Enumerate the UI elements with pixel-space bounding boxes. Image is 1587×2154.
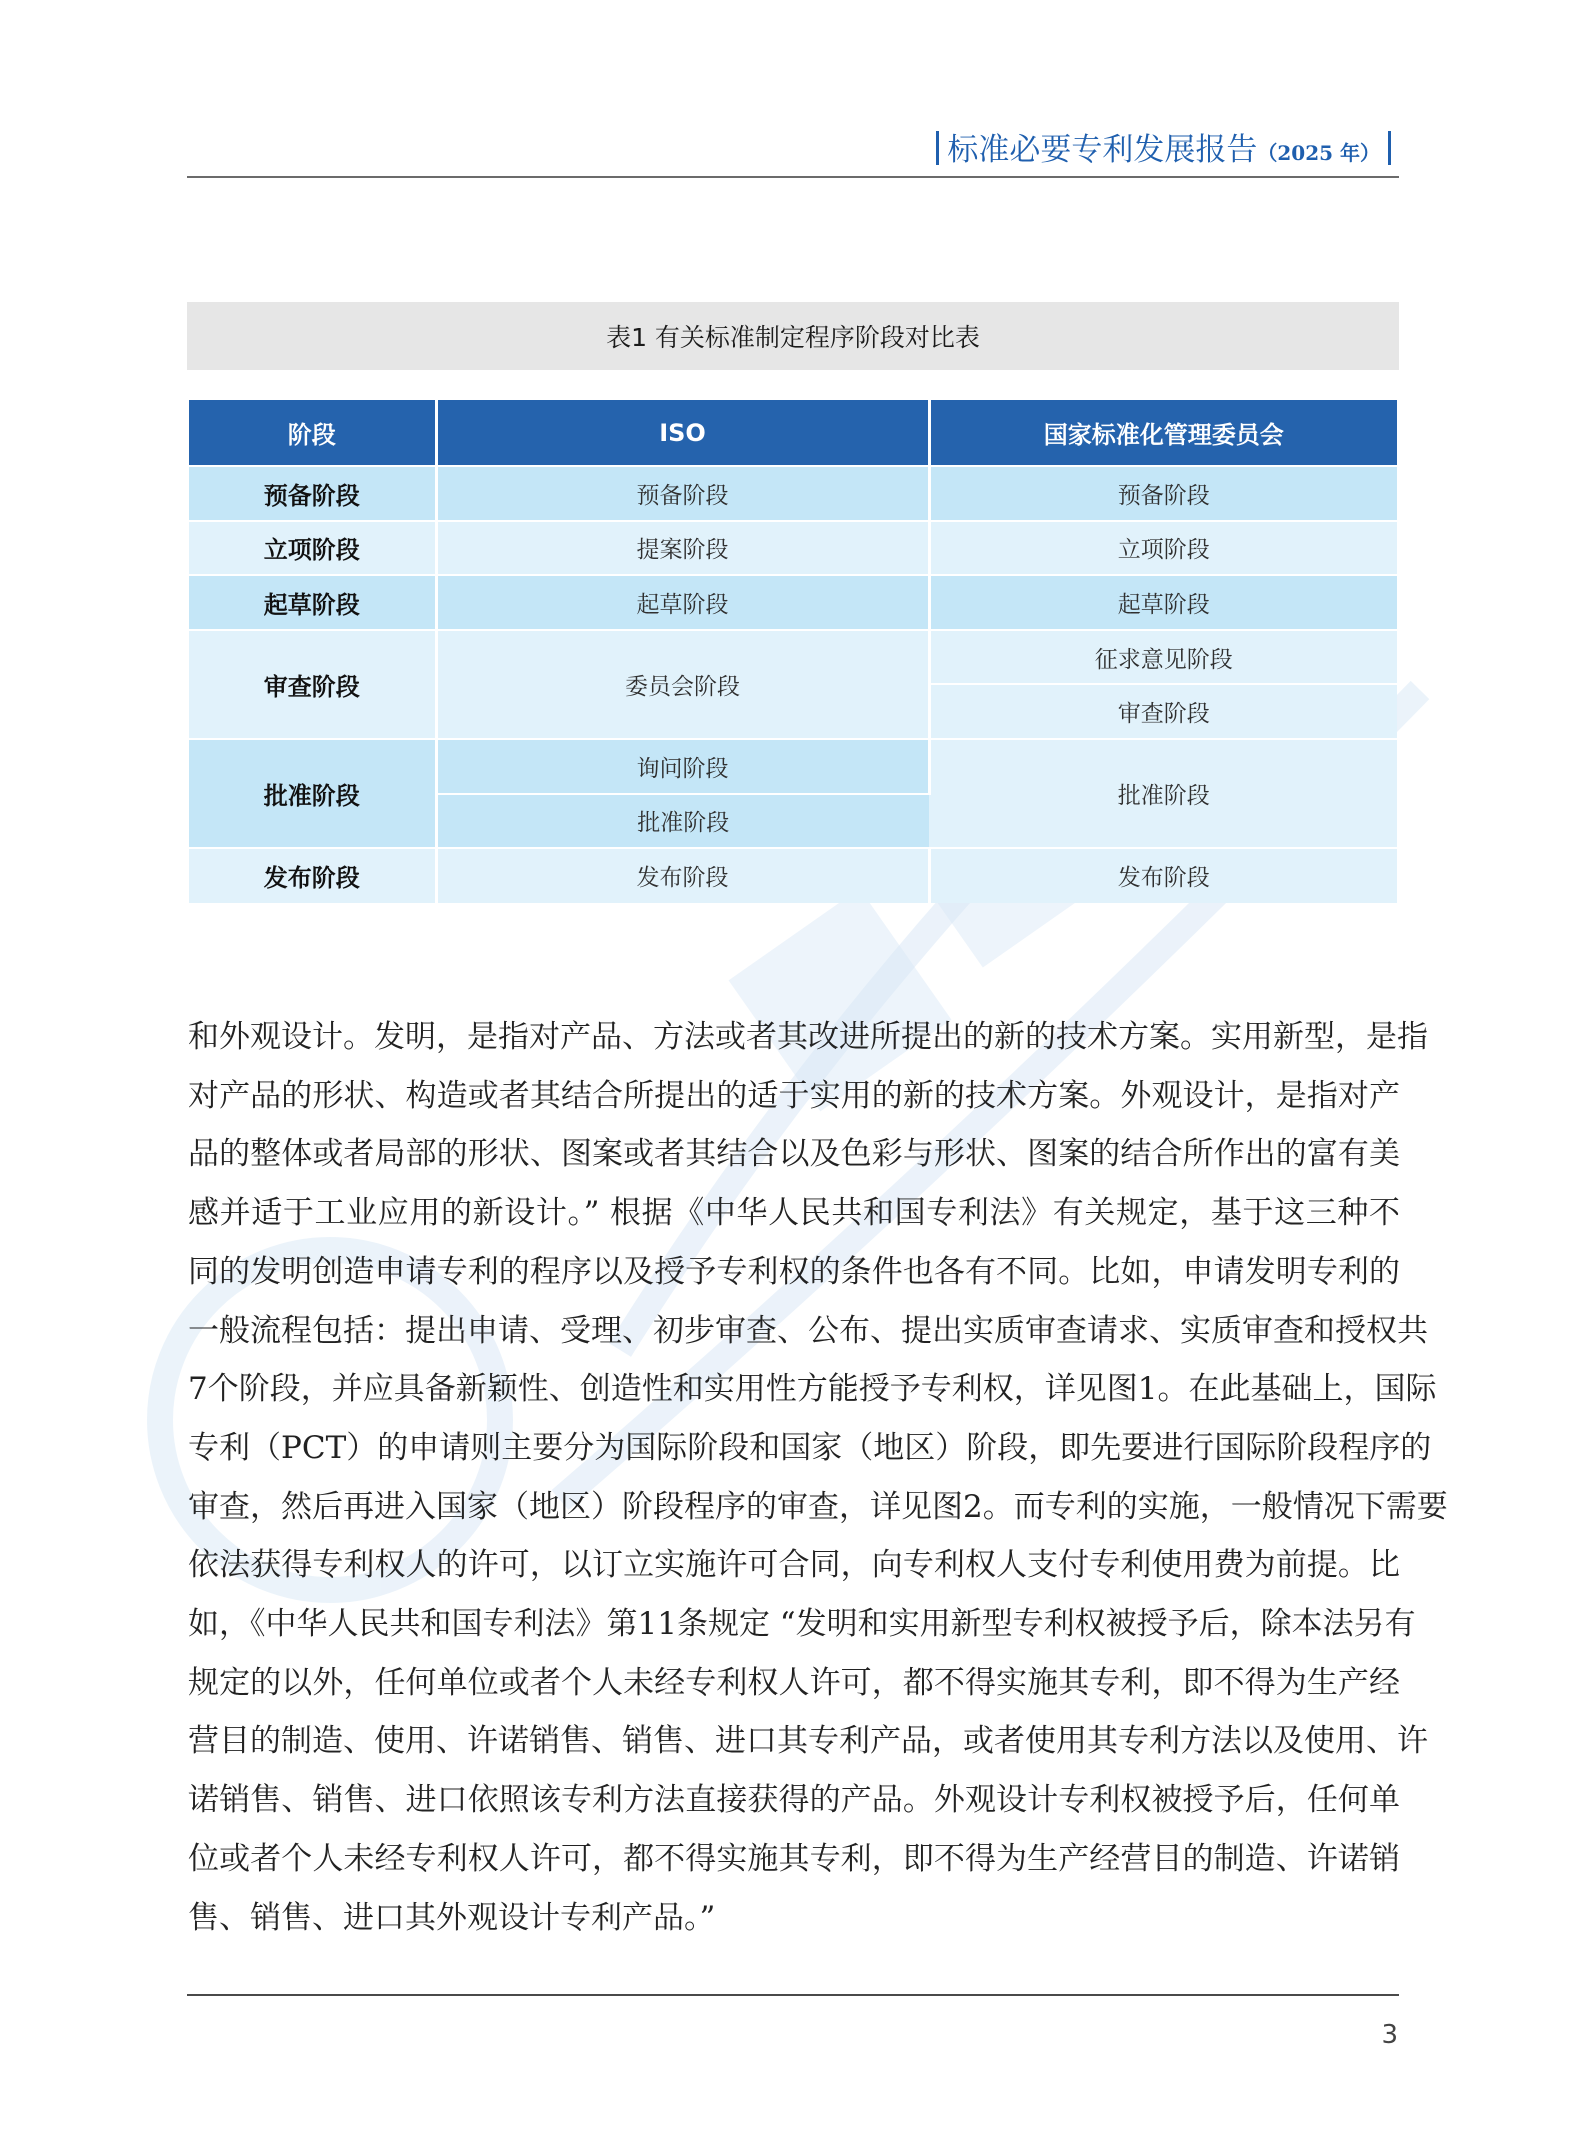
text-line: 审查，然后再进入国家（地区）阶段程序的审查，详见图2。而专利的实施，一般情况下需要 xyxy=(188,1488,1448,1525)
header-title-text: 标准必要专利发展报告 xyxy=(947,132,1258,168)
sac-cell: 立项阶段 xyxy=(929,521,1397,576)
text-line: 诺销售、销售、进口依照该专利方法直接获得的产品。外观设计专利权被授予后，任何单 xyxy=(188,1782,1400,1819)
text-line: 感并适于工业应用的新设计。” 根据《中华人民共和国专利法》有关规定，基于这三种不 xyxy=(188,1195,1400,1232)
header-title xyxy=(928,124,1399,169)
text-line: 依法获得专利权人的许可，以订立实施许可合同，向专利权人支付专利使用费为前提。比 xyxy=(188,1547,1400,1584)
sac-cell: 发布阶段 xyxy=(929,848,1397,903)
column-header-iso: ISO xyxy=(436,400,929,466)
iso-cell: 批准阶段 xyxy=(436,794,929,849)
iso-cell: 询问阶段 xyxy=(436,739,929,794)
footer-rule xyxy=(187,1994,1399,1996)
text-line: 品的整体或者局部的形状、图案或者其结合以及色彩与形状、图案的结合所作出的富有美 xyxy=(188,1136,1400,1173)
table-row xyxy=(189,466,1397,521)
sac-cell: 预备阶段 xyxy=(929,466,1397,521)
stage-cell: 立项阶段 xyxy=(189,521,436,576)
sac-cell: 审查阶段 xyxy=(929,684,1397,739)
header-bar-right xyxy=(1388,131,1391,165)
table-row xyxy=(189,739,1397,794)
iso-cell: 预备阶段 xyxy=(436,466,929,521)
page-number: 3 xyxy=(1381,2020,1398,2050)
text-line: 7个阶段，并应具备新颖性、创造性和实用性方能授予专利权，详见图1。在此基础上，国际 xyxy=(188,1371,1437,1408)
page-header xyxy=(187,118,1399,178)
table-row xyxy=(189,521,1397,576)
text-line: 营目的制造、使用、许诺销售、销售、进口其专利产品，或者使用其专利方法以及使用、许 xyxy=(188,1723,1428,1760)
table-row xyxy=(189,630,1397,685)
table-header-row xyxy=(189,400,1397,466)
sac-cell: 起草阶段 xyxy=(929,575,1397,630)
text-line: 同的发明创造申请专利的程序以及授予专利权的条件也各有不同。比如，申请发明专利的 xyxy=(188,1253,1400,1290)
header-year: （2025 年） xyxy=(1257,141,1380,165)
stage-cell: 审查阶段 xyxy=(189,630,436,739)
iso-cell: 起草阶段 xyxy=(436,575,929,630)
body-paragraph xyxy=(188,1008,1448,1947)
column-header-sac: 国家标准化管理委员会 xyxy=(929,400,1397,466)
stage-cell: 发布阶段 xyxy=(189,848,436,903)
text-line: 对产品的形状、构造或者其结合所提出的适于实用的新的技术方案。外观设计，是指对产 xyxy=(188,1077,1400,1114)
iso-cell: 委员会阶段 xyxy=(436,630,929,739)
iso-cell: 发布阶段 xyxy=(436,848,929,903)
text-line: 规定的以外，任何单位或者个人未经专利权人许可，都不得实施其专利，即不得为生产经 xyxy=(188,1664,1400,1701)
text-line: 售、销售、进口其外观设计专利产品。” xyxy=(188,1899,716,1936)
sac-cell: 征求意见阶段 xyxy=(929,630,1397,685)
iso-cell: 提案阶段 xyxy=(436,521,929,576)
table-row xyxy=(189,848,1397,903)
header-bar-left xyxy=(936,131,939,165)
stage-cell: 预备阶段 xyxy=(189,466,436,521)
stage-cell: 批准阶段 xyxy=(189,739,436,848)
stage-cell: 起草阶段 xyxy=(189,575,436,630)
stage-comparison-table xyxy=(189,400,1397,903)
column-header-stage: 阶段 xyxy=(189,400,436,466)
table-caption: 表1 有关标准制定程序阶段对比表 xyxy=(187,302,1399,370)
sac-cell: 批准阶段 xyxy=(929,739,1397,848)
table-row xyxy=(189,575,1397,630)
text-line: 如，《中华人民共和国专利法》第11条规定 “发明和实用新型专利权被授予后，除本法另有 xyxy=(188,1606,1416,1643)
text-line: 一般流程包括：提出申请、受理、初步审查、公布、提出实质审查请求、实质审查和授权共 xyxy=(188,1312,1428,1349)
text-line: 和外观设计。发明，是指对产品、方法或者其改进所提出的新的技术方案。实用新型，是指 xyxy=(188,1019,1428,1055)
header-rule xyxy=(187,176,1399,178)
text-line: 位或者个人未经专利权人许可，都不得实施其专利，即不得为生产经营目的制造、许诺销 xyxy=(188,1840,1400,1877)
text-line: 专利（PCT）的申请则主要分为国际阶段和国家（地区）阶段，即先要进行国际阶段程序的 xyxy=(188,1429,1432,1466)
